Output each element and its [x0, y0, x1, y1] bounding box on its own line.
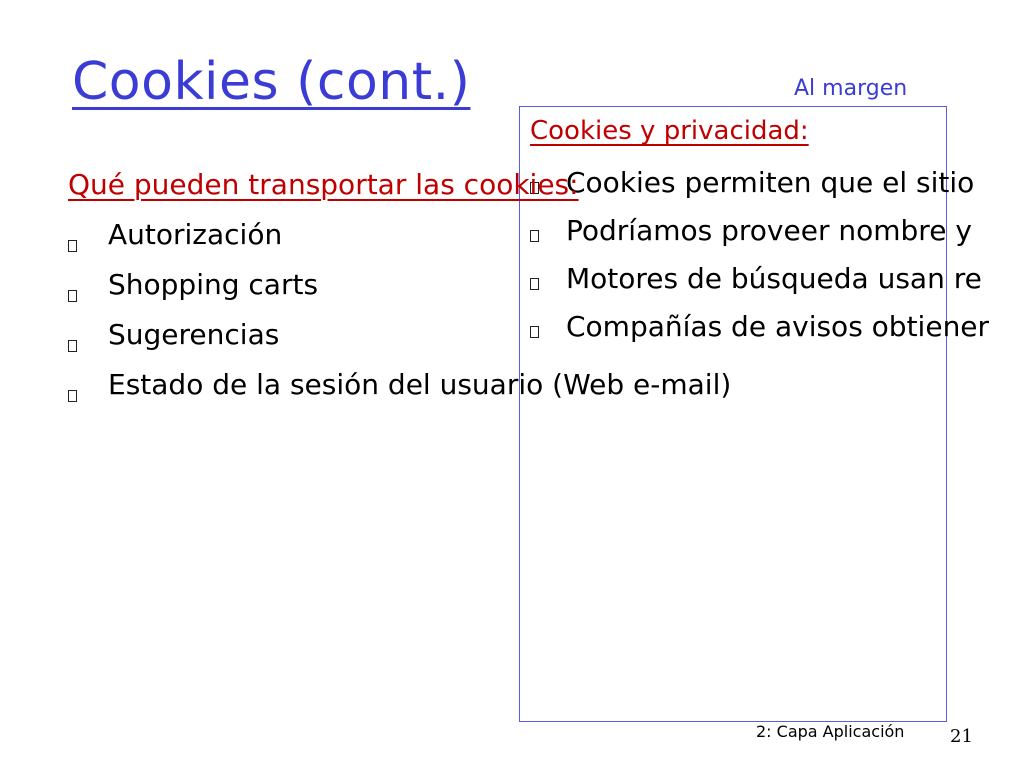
sidebar-item-text: Podríamos proveer nombre y [566, 214, 972, 247]
slide-title: Cookies (cont.) [72, 52, 471, 112]
page-number: 21 [950, 726, 973, 747]
bullet-icon [530, 278, 539, 290]
bullet-icon [68, 390, 77, 402]
footer-chapter: 2: Capa Aplicación [756, 722, 905, 741]
bullet-icon [530, 326, 539, 338]
bullet-icon [530, 230, 539, 242]
sidebar-item-text: Motores de búsqueda usan re [566, 262, 982, 295]
sidebar-item-text: Compañías de avisos obtiener [566, 310, 990, 343]
sidebar-label: Al margen [786, 76, 915, 105]
sidebar-heading: Cookies y privacidad: [530, 116, 809, 146]
left-heading: Qué pueden transportar las cookies: [68, 168, 579, 201]
bullet-icon [68, 290, 77, 302]
left-item-text: Autorización [108, 218, 283, 251]
bullet-icon [68, 340, 77, 352]
bullet-icon [68, 240, 77, 252]
left-item-text: Estado de la sesión del usuario (Web e-mail) [108, 368, 732, 401]
left-item-text: Shopping carts [108, 268, 319, 301]
left-item-text: Sugerencias [108, 318, 280, 351]
sidebar-item-text: Cookies permiten que el sitio [566, 166, 975, 199]
